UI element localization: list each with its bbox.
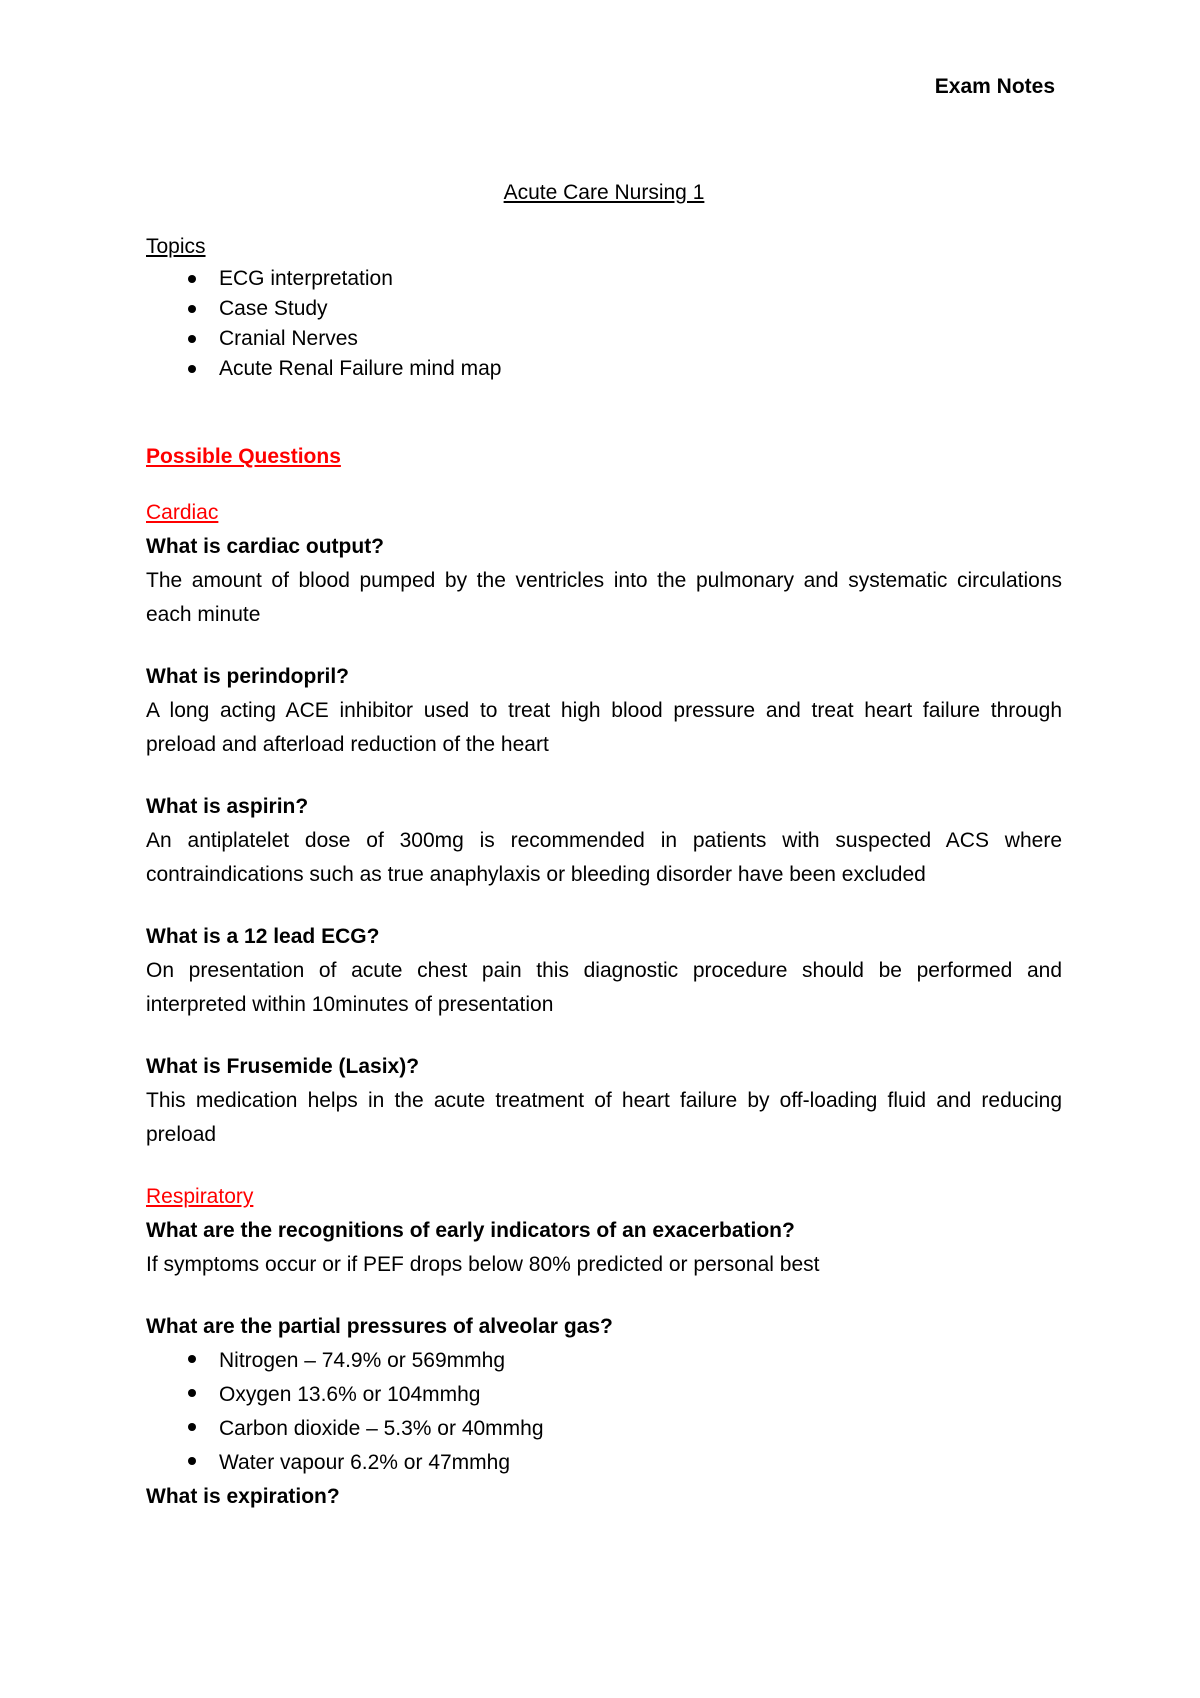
topics-label: Topics bbox=[146, 235, 206, 258]
gas-item: Nitrogen – 74.9% or 569mmhg bbox=[146, 1344, 1062, 1378]
topics-list bbox=[146, 264, 1062, 384]
cardiac-question: What is cardiac output? bbox=[146, 535, 385, 558]
cardiac-answer: The amount of blood pumped by the ventricles into the pulmonary and systematic circulations each minute bbox=[146, 569, 1062, 626]
respiratory-question: What is expiration? bbox=[146, 1485, 340, 1508]
topic-item: Case Study bbox=[146, 294, 1062, 324]
document-title: Acute Care Nursing 1 bbox=[503, 181, 705, 204]
header-label: Exam Notes bbox=[934, 75, 1055, 98]
cardiac-heading: Cardiac bbox=[146, 501, 219, 524]
cardiac-question: What is Frusemide (Lasix)? bbox=[146, 1055, 420, 1078]
alveolar-gas-list bbox=[146, 1344, 1062, 1480]
topic-item: ECG interpretation bbox=[146, 264, 1062, 294]
respiratory-question: What are the recognitions of early indicators of an exacerbation? bbox=[146, 1219, 795, 1242]
topic-item: Cranial Nerves bbox=[146, 324, 1062, 354]
cardiac-question: What is perindopril? bbox=[146, 665, 349, 688]
gas-item: Oxygen 13.6% or 104mmhg bbox=[146, 1378, 1062, 1412]
gas-item: Water vapour 6.2% or 47mmhg bbox=[146, 1446, 1062, 1480]
respiratory-question: What are the partial pressures of alveolar gas? bbox=[146, 1315, 613, 1338]
possible-questions-heading: Possible Questions bbox=[146, 445, 341, 468]
respiratory-answer: If symptoms occur or if PEF drops below 80% predicted or personal best bbox=[146, 1253, 820, 1276]
cardiac-answer: A long acting ACE inhibitor used to treat high blood pressure and treat heart failure through preload and afterload reduction of the heart bbox=[146, 699, 1062, 756]
document-content bbox=[146, 176, 1062, 1514]
cardiac-answer: On presentation of acute chest pain this diagnostic procedure should be performed and interpreted within 10minutes of presentation bbox=[146, 959, 1062, 1016]
cardiac-answer: This medication helps in the acute treatment of heart failure by off-loading fluid and reducing preload bbox=[146, 1089, 1062, 1146]
respiratory-heading: Respiratory bbox=[146, 1185, 254, 1208]
topic-item: Acute Renal Failure mind map bbox=[146, 354, 1062, 384]
cardiac-answer: An antiplatelet dose of 300mg is recommended in patients with suspected ACS where contraindications such as true anaphylaxis or bleeding disorder have been excluded bbox=[146, 829, 1062, 886]
cardiac-question: What is a 12 lead ECG? bbox=[146, 925, 380, 948]
gas-item: Carbon dioxide – 5.3% or 40mmhg bbox=[146, 1412, 1062, 1446]
cardiac-question: What is aspirin? bbox=[146, 795, 309, 818]
